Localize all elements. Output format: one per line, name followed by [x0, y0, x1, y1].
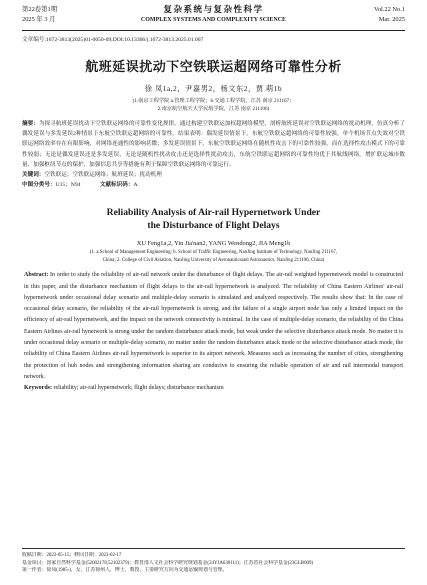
date-cn: 2025 年 3 月: [22, 16, 56, 23]
authors-cn: 徐 凤1a,2，尹嘉男2，杨文东2，贾 萌1b: [144, 85, 283, 93]
keywords-cn-label: 关键词：: [22, 172, 45, 179]
affiliation-en-line: China; 2. College of Civil Aviation, NanJing University of Aeronauticsand Astronautics, NanJing 211106, China): [102, 257, 325, 263]
affiliations-en: [22, 249, 405, 264]
abstract-cn: [22, 119, 405, 170]
title-en-line: the Disturbance of Flight Delays: [147, 220, 280, 232]
title-en-line: Reliability Analysis of Air-rail Hypernetwork Under: [106, 207, 321, 219]
title-cn: 航班延误扰动下空铁联运超网络可靠性分析: [85, 59, 342, 74]
running-header: [22, 0, 405, 31]
affiliation-en-line: (1. a.School of Management Engineering; b. School of Traffic Engineering, NanJing Institute of Technology, NanJing 211167,: [89, 250, 338, 256]
author-bio: 第一作者：徐凤(1985-)，女，江苏徐州人，博士，教授，主要研究方向为交通运输规划与管理。: [22, 568, 228, 574]
classification-row: [22, 180, 405, 190]
affiliations-cn: [22, 97, 405, 113]
keywords-en-text: reliability; air-rail hypernetwork; flight delays; disturbance mechanism: [53, 385, 224, 392]
funding: 基金项目：国家自然科学基金(52002178,52102379)；教育部人文社会科学研究规划基金(24YJA630111)；江苏省社会科学基金(23GLB009): [22, 560, 314, 566]
clc-label: 中图分类号：: [22, 182, 56, 189]
affiliation-cn-line: (1.南京工程学院 a.管理工程学院；b.交通工程学院，江苏 南京 211167；: [132, 98, 295, 104]
volume-en: Vol.22 No.1: [374, 6, 405, 13]
header-center: [22, 4, 405, 25]
date-en: Mar. 2025: [378, 16, 405, 23]
doc-code-value: A: [133, 182, 138, 189]
abstract-en-text: In order to study the reliability of air-rail network under the disturbance of flight delays. The air-rail weighted hypernetwork model is constructed in this paper, and the disturbance mechanism of flight delays to the air-rail hypernetwork is analyzed. The reliability of China Eastern Airlines' air-rail hypernetwork under occasional delay scenario and multiple-delay scenario is simulated and analyzed respectively. The results show that: In the case of occasional delay scenario, the reliability of the air-rail hypernetwork is strong, and the failure of a single airport node has only a limited impact on the efficiency of air-rail hypernetwork, and the impact on the network connectivity is minimal. In the case of multiple-delay scenario, the reliability of the China Eastern Airlines air-rail hynetwork is strong under the random disturbance attack mode, but weak under the selective disturbance attack mode. No matter it is under occasional delay scenario or multiple-delay scenario, no matter under the random disturbance attack mode or the selective disturbance attack mode, the reliability of China Eastern Airlines air-rail hypernetwork is superior to its airport network. Measures such as increasing the number of cities, strengthening the protection of hub nodes and strengthening information sharing are conducive to ensuring the reliable operation of air and rail intermodal transport network.: [24, 272, 403, 380]
issue-cn: 第22卷第1期: [22, 6, 58, 13]
abstract-cn-label: 摘要：: [22, 121, 39, 127]
keywords-en-label: Keywords:: [24, 385, 52, 392]
abstract-cn-text: 为探寻航班延误扰动下空铁联运网络的可靠性变化规律，通过构建空铁联运加权超网络模型，剖析航班延误对空铁联运网络的扰动机理，仿真分析了偶发延误与多发延误2种情景下东航空铁联运超网络的可靠性。结果表明：偶发延误情景下，东航空铁联运超网络的可靠性较强，单个机场节点失效对空铁联运网络效率存在有限影响，对网络连通性的影响甚微；多发延误情景下，东航空铁联运网络在随机性攻击下的可靠性较强，而在选择性攻击模式下的可靠性较弱；无论是偶发延误还是多发延误，无论是随机性扰动攻击还是选择性扰动攻击，东航空铁联运超网络的可靠性均优于其航线网络。增扩联运城市数量、加强枢纽节点的保护，加强信息共享等措施有利于保障空铁联运网络的可靠运行。: [22, 121, 405, 168]
footnotes: [22, 548, 405, 575]
authors-en: XU Feng1a,2, Yin Jia'nan2, YANG Wendong2, JIA Meng1b: [136, 240, 291, 248]
header-right: [374, 5, 405, 25]
keywords-en: [22, 383, 405, 393]
title-en: [22, 206, 405, 232]
keywords-cn: [22, 170, 405, 180]
affiliation-cn-line: 2.南京航空航天大学民航学院，江苏 南京 211106): [157, 106, 270, 112]
abstract-en-label: Abstract:: [24, 272, 49, 279]
abstract-en: [22, 270, 405, 383]
article-meta: 文章编号:1672-3813(2025)01-0050-09;DOI:10.13306/j.1672-3813.2025.01.007: [22, 37, 204, 43]
received-date: 收稿日期：2023-05-15；修回日期：2023-02-17: [22, 553, 122, 558]
journal-name-cn: 复杂系统与复杂性科学: [163, 4, 264, 14]
journal-name-en: COMPLEX SYSTEMS AND COMPLEXITY SCIENCE: [140, 17, 287, 23]
clc-value: U15；N94: [55, 182, 81, 189]
keywords-cn-text: 空铁联运；空铁联运网络；航班延误；扰动机理: [44, 172, 162, 179]
doc-code-label: 文献标识码：: [99, 182, 134, 189]
